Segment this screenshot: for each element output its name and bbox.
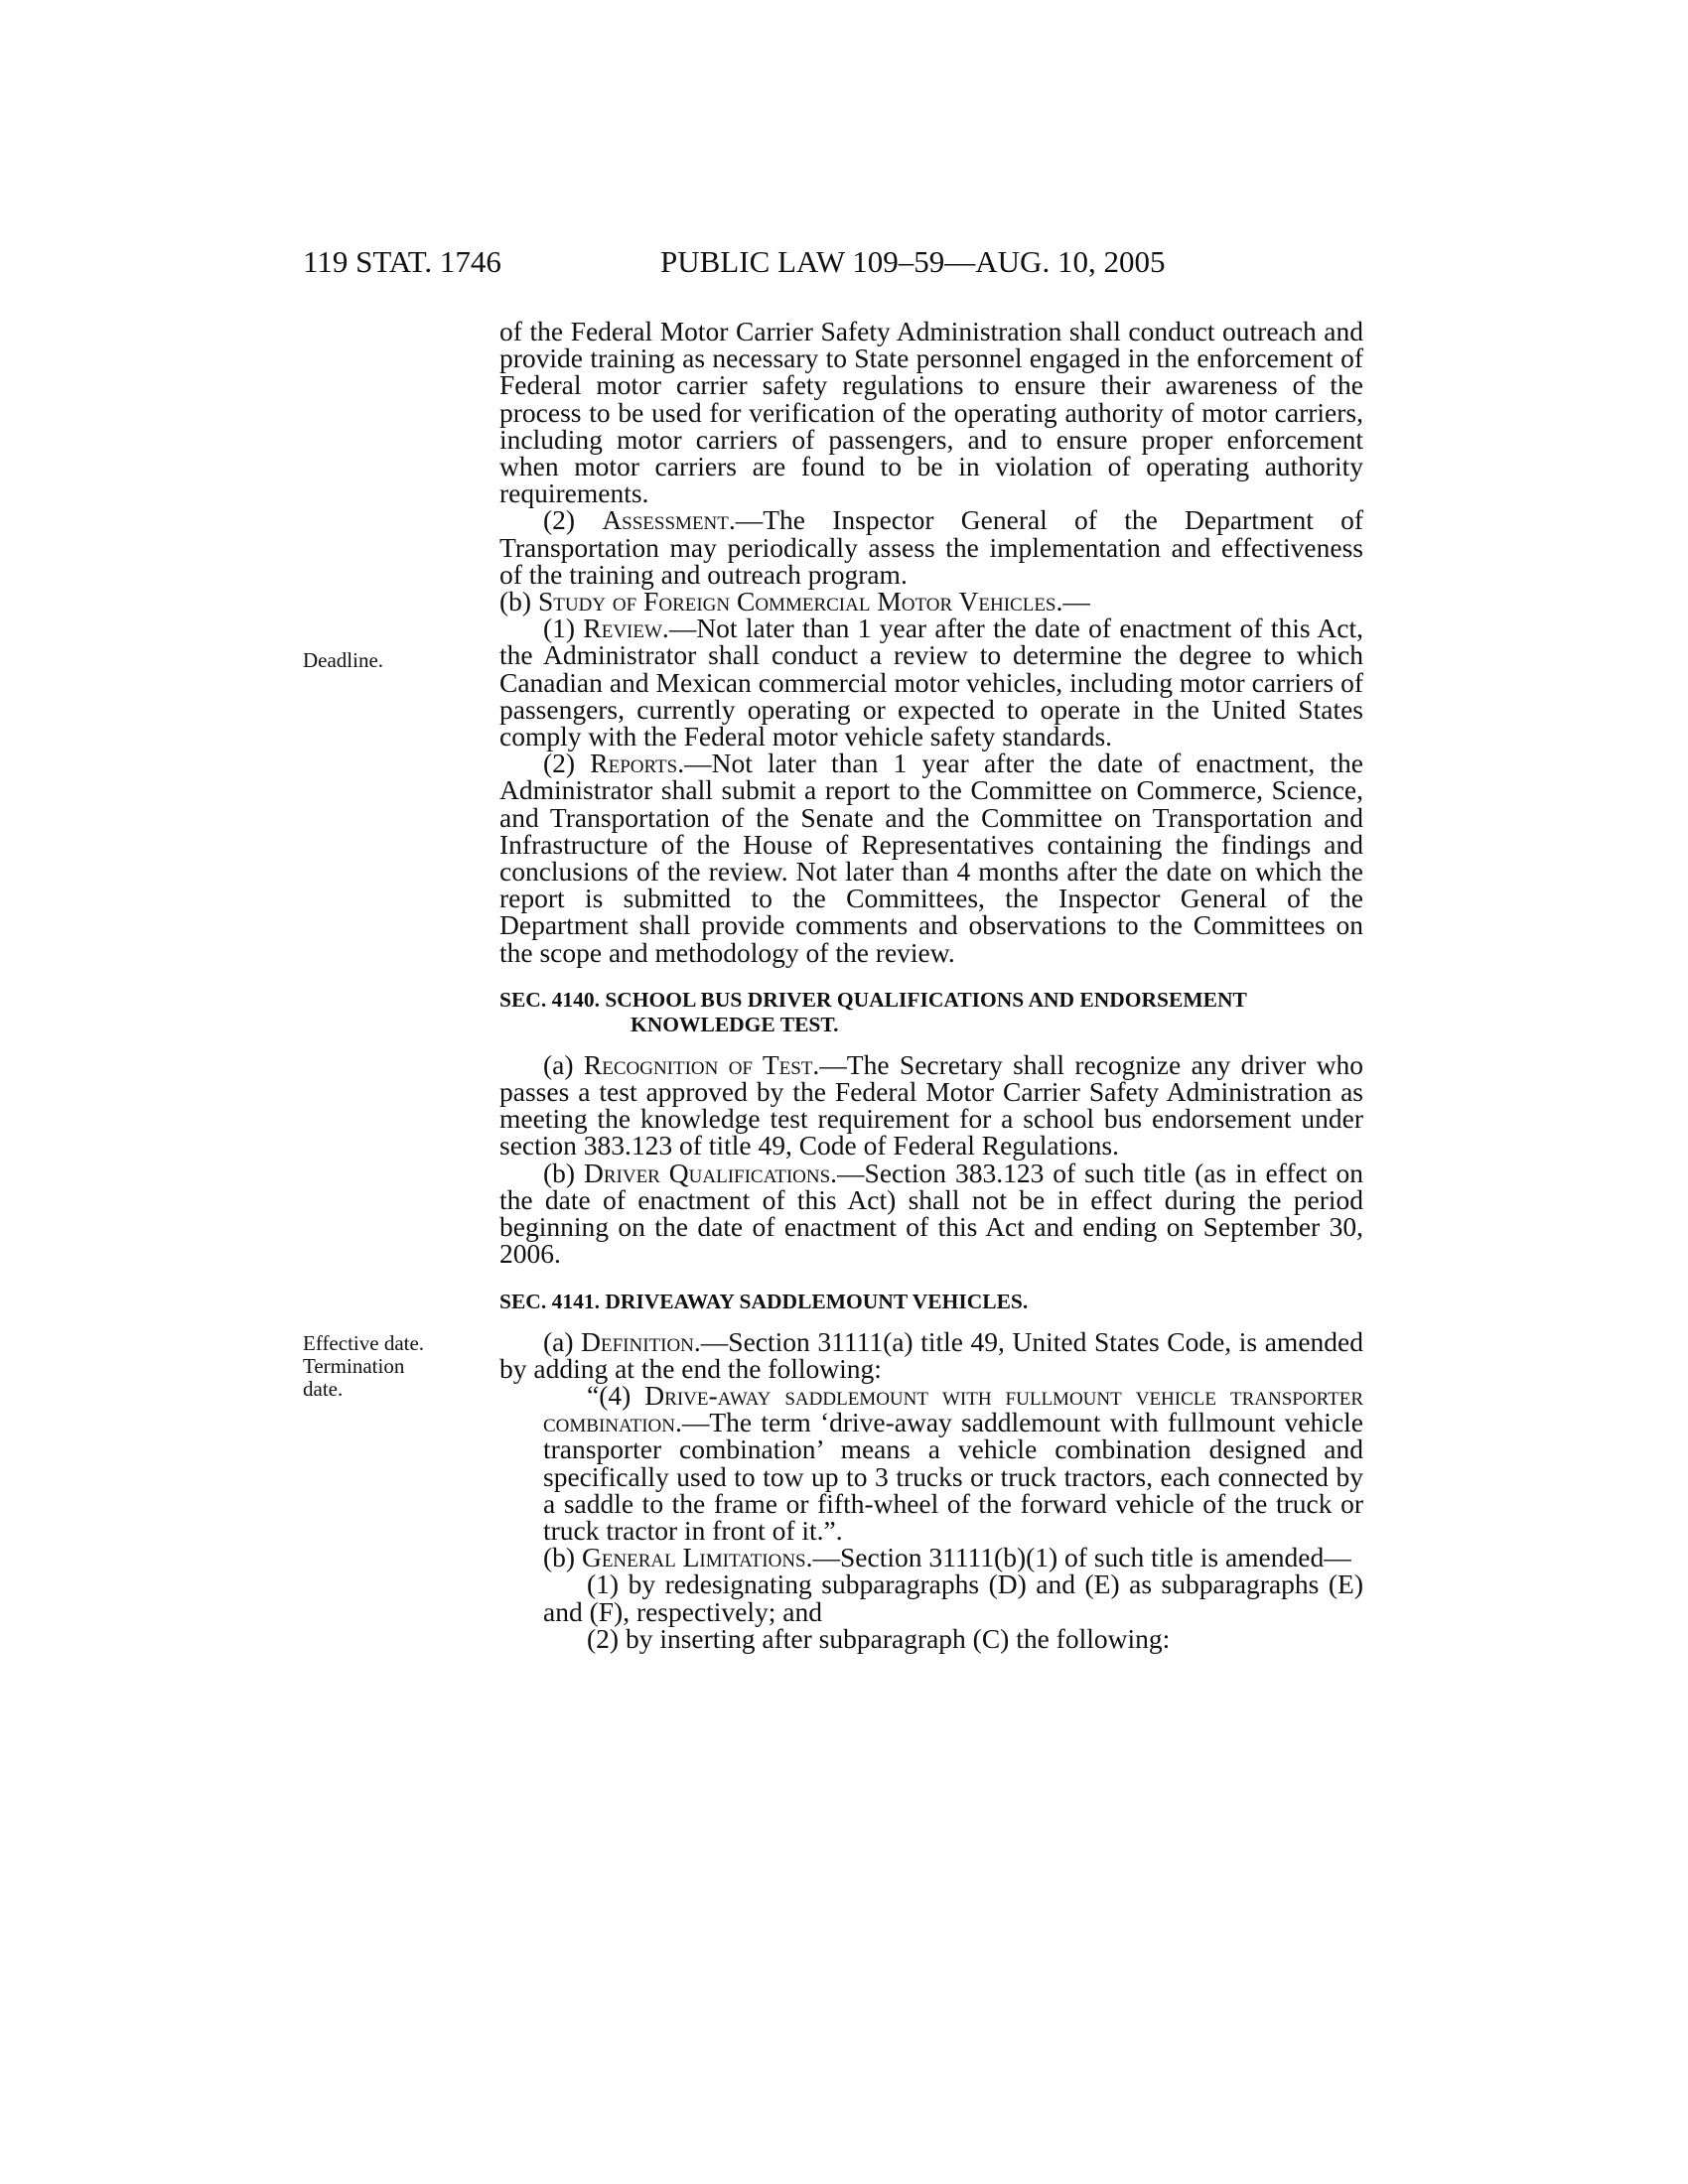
paragraph-inserting: (2) by inserting after subparagraph (C) the following: <box>587 1622 1171 1654</box>
margin-note-deadline: Deadline. <box>303 648 384 672</box>
paragraph-assessment: (2) Assessment.—The Inspector General of the Department of Transportation may periodically assess the implementation and effectiveness of the training and outreach program. <box>499 504 1363 590</box>
heading-drive-away: Drive-away saddlemount with fullmount vehicle transporter combination. <box>543 1379 1363 1438</box>
heading-definition: Definition. <box>581 1325 701 1357</box>
document-body <box>499 318 1363 1652</box>
heading-reports: Reports. <box>590 748 685 779</box>
heading-general-limitations: General Limitations. <box>581 1542 813 1573</box>
heading-assessment: Assessment. <box>602 504 736 536</box>
page-header <box>0 244 1688 284</box>
paragraph-general-limitations: (b) General Limitations.—Section 31111(b)(1) of such title is amended— <box>543 1542 1351 1573</box>
paragraph-quoted-definition: “(4) Drive-away saddlemount with fullmount vehicle transporter combination.—The term ‘drive-away saddlemount with fullmount vehicle transporter combination’ means a vehicle combination designed and specifically used to tow up to 3 trucks or truck tractors, each connected by a saddle to the frame or fifth-wheel of the forward vehicle of the truck or truck tractor in front of it.”. <box>543 1379 1363 1546</box>
paragraph-reports: (2) Reports.—Not later than 1 year after the date of enactment, the Administrator shall submit a report to the Committee on Commerce, Science, and Transportation of the Senate and the Committee on Transportation and Infrastructure of the House of Representatives containing the findings and conclusions of the review. Not later than 4 months after the date on which the report is submitted to the Committees, the Inspector General of the Department shall provide comments and observations to the Committees on the scope and methodology of the review. <box>499 748 1363 968</box>
statute-page-number: 119 STAT. 1746 <box>303 244 501 279</box>
heading-driver-qualifications: Driver Qualifications. <box>584 1157 838 1188</box>
paragraph-outreach: of the Federal Motor Carrier Safety Administration shall conduct outreach and provide training as necessary to State personnel engaged in the enforcement of Federal motor carrier safety regulations to ensure their awareness of the process to be used for verification of the operating authority of motor carriers, including motor carriers of passengers, and to ensure proper enforcement when motor carriers are found to be in violation of operating authority requirements. <box>499 316 1363 509</box>
running-title: PUBLIC LAW 109–59—AUG. 10, 2005 <box>660 244 1166 279</box>
heading-review: Review. <box>583 613 669 644</box>
paragraph-review: (1) Review.—Not later than 1 year after the date of enactment of this Act, the Administrator shall conduct a review to determine the degree to which Canadian and Mexican commercial motor vehicles, including motor carriers of passengers, currently operating or expected to operate in the United States comply with the Federal motor vehicle safety standards. <box>499 613 1363 752</box>
paragraph-recognition-of-test: (a) Recognition of Test.—The Secretary shall recognize any driver who passes a test approved by the Federal Motor Carrier Safety Administration as meeting the knowledge test requirement for a school bus endorsement under section 383.123 of title 49, Code of Federal Regulations. <box>499 1048 1363 1161</box>
margin-note-effective-date: Effective date. Termination date. <box>303 1331 425 1401</box>
heading-study: Study of Foreign Commercial Motor Vehicles. <box>537 586 1063 617</box>
paragraph-driver-qualifications: (b) Driver Qualifications.—Section 383.123 of such title (as in effect on the date of enactment of this Act) shall not be in effect during the period beginning on the date of enactment of this Act and ending on September 30, 2006. <box>499 1157 1363 1270</box>
heading-recognition: Recognition of Test. <box>583 1048 820 1080</box>
paragraph-redesignating: (1) by redesignating subparagraphs (D) and (E) as subparagraphs (E) and (F), respectively; and <box>543 1569 1363 1627</box>
section-heading-4141: SEC. 4141. DRIVEAWAY SADDLEMOUNT VEHICLES. <box>499 1289 1029 1313</box>
paragraph-definition: (a) Definition.—Section 31111(a) title 49, United States Code, is amended by adding at the end the following: <box>499 1325 1363 1384</box>
paragraph-study-heading: (b) Study of Foreign Commercial Motor Vehicles.— <box>499 586 1090 617</box>
section-heading-4140: SEC. 4140. SCHOOL BUS DRIVER QUALIFICATIONS AND ENDORSEMENT KNOWLEDGE TEST. <box>499 987 1247 1036</box>
